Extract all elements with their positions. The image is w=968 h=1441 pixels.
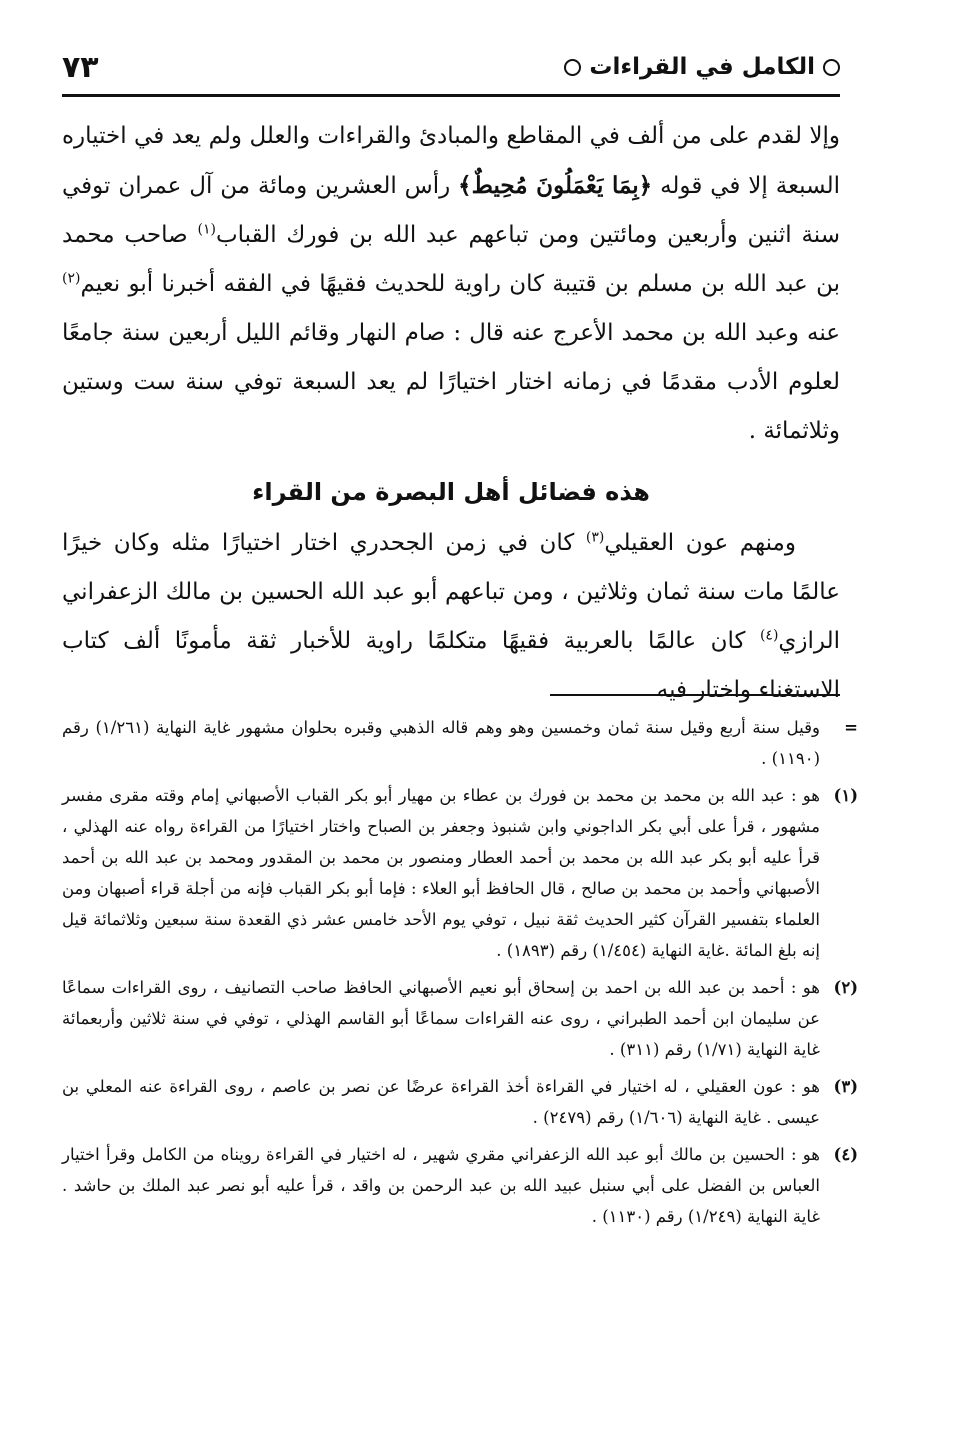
text-run: رأس العشرين ومائة من آل عمران توفي سنة اثنين وأربعين ومائتين ومن تباعهم عبد الله بن فورك القباب — [62, 173, 841, 248]
text-run: وإلا لقدم على من ألف في المقاطع والمبادئ والقراءات والعلل ولم يعد في اختياره السبعة إلا في قوله — [62, 123, 841, 199]
footnote-mark: (٣) — [833, 1077, 858, 1096]
footnote-mark: = — [844, 718, 858, 737]
footnote-divider — [550, 694, 840, 696]
main-text — [62, 112, 840, 715]
footnote-ref-4[interactable]: (٤) — [759, 627, 779, 644]
footnote-ref-2[interactable]: (٢) — [62, 270, 81, 287]
text-run: ومنهم عون العقيلي — [604, 530, 796, 556]
circle-ornament-icon — [823, 59, 840, 76]
footnote-item — [62, 712, 858, 774]
text-run: كان عالمًا بالعربية فقيهًا متكلمًا راوية للأخبار ثقة مأمونًا ألف كتاب الاستغناء واختار فيه — [62, 628, 840, 703]
circle-ornament-icon — [564, 59, 581, 76]
footnote-item — [62, 1071, 858, 1133]
text-run: عنه وعبد الله بن محمد الأعرج عنه قال : صام النهار وقائم الليل أربعين سنة جامعًا لعلوم الأدب مقدمًا في زمانه اختار اختيارًا لم يعد السبعة توفي سنة ست وستين وثلاثمائة . — [62, 320, 840, 444]
quran-verse: ﴿بِمَا يَعْمَلُونَ مُحِيطٌ﴾ — [458, 172, 653, 199]
footnote-mark: (٢) — [833, 978, 858, 997]
footnote-text: هو : أحمد بن عبد الله بن احمد بن إسحاق أبو نعيم الأصبهاني الحافظ صاحب التصانيف ، روى القراءات سماعًا عن سليمان ابن أحمد الطبراني ، روى عنه القراءات سماعًا أبو القاسم الهذلي ، توفي في سنة ثلاثين وأربعمائة غاية النهاية (١/٧١) رقم (٣١١) . — [62, 978, 820, 1059]
paragraph-1 — [62, 112, 840, 456]
page-number: ٧٣ — [62, 49, 99, 85]
paragraph-2 — [62, 519, 840, 715]
text-run: صاحب محمد بن عبد الله بن مسلم بن قتيبة كان راوية للحديث فقيهًا في الفقه أخبرنا أبو نعيم — [62, 222, 840, 297]
section-heading: هذه فضائل أهل البصرة من القراء — [252, 478, 650, 506]
footnote-item — [62, 972, 858, 1065]
header-divider — [62, 94, 840, 97]
running-title — [564, 54, 840, 80]
footnote-text: هو : عبد الله بن محمد بن محمد بن فورك بن عطاء بن مهيار أبو بكر القباب الأصبهاني إمام وقته مقرى مفسر مشهور ، قرأ على أبي بكر الداجوني وابن شنبوذ وجعفر بن الصباح واختار اختيارًا من القراءة رواه عنه الهذلي ، قرأ عليه أبو بكر عبد الله بن محمد بن أحمد العطار ومنصور بن محمد بن المقدور ومحمد بن عبد الله بن أحمد الأصبهاني وأحمد بن محمد بن صالح ، قال الحافظ أبو العلاء : فإما أبو بكر القباب فإنه من أجلة قراء أصبهان ومن العلماء بتفسير القرآن كثير الحديث ثقة نبيل ، توفي يوم الأحد خامس عشر ذي القعدة سنة سبعين وثلاثمائة قيل إنه بلغ المائة .غاية النهاية (١/٤٥٤) رقم (١٨٩٣) . — [62, 786, 820, 960]
footnote-item — [62, 780, 858, 966]
page-header — [62, 42, 840, 92]
footnote-text: هو : عون العقيلي ، له اختيار في القراءة أخذ القراءة عرضًا عن نصر بن عاصم ، روى القراءة عنه المعلي بن عيسى . غاية النهاية (١/٦٠٦) رقم (٢٤٧٩) . — [62, 1077, 820, 1127]
footnote-mark: (١) — [833, 786, 858, 805]
footnote-ref-1[interactable]: (١) — [197, 221, 216, 238]
running-title-text: الكامل في القراءات — [589, 54, 815, 80]
text-run: كان في زمن الجحدري اختار اختيارًا مثله وكان خيرًا عالمًا مات سنة ثمان وثلاثين ، ومن تباعهم أبو عبد الله الحسين بن مالك الزعفراني الرازي — [62, 530, 841, 654]
footnote-ref-3[interactable]: (٣) — [585, 529, 605, 546]
footnote-item — [62, 1139, 858, 1232]
footnote-text: هو : الحسين بن مالك أبو عبد الله الزعفراني مقري شهير ، له اختيار في القراءة رويناه من الكامل وقرأ اختيار العباس بن الفضل على أبي سنبل عبيد الله بن عبد الرحمن بن واقد ، قرأ عليه أبو نصر عبد الملك بن حاشد . غاية النهاية (١/٢٤٩) رقم (١١٣٠) . — [62, 1145, 820, 1226]
footnote-mark: (٤) — [833, 1145, 858, 1164]
footnote-text: وقيل سنة أربع وقيل سنة ثمان وخمسين وهو وهم قاله الذهبي وقبره بحلوان مشهور غاية النهاية (١/٢٦١) رقم (١١٩٠) . — [62, 718, 820, 768]
footnotes — [62, 712, 858, 1238]
